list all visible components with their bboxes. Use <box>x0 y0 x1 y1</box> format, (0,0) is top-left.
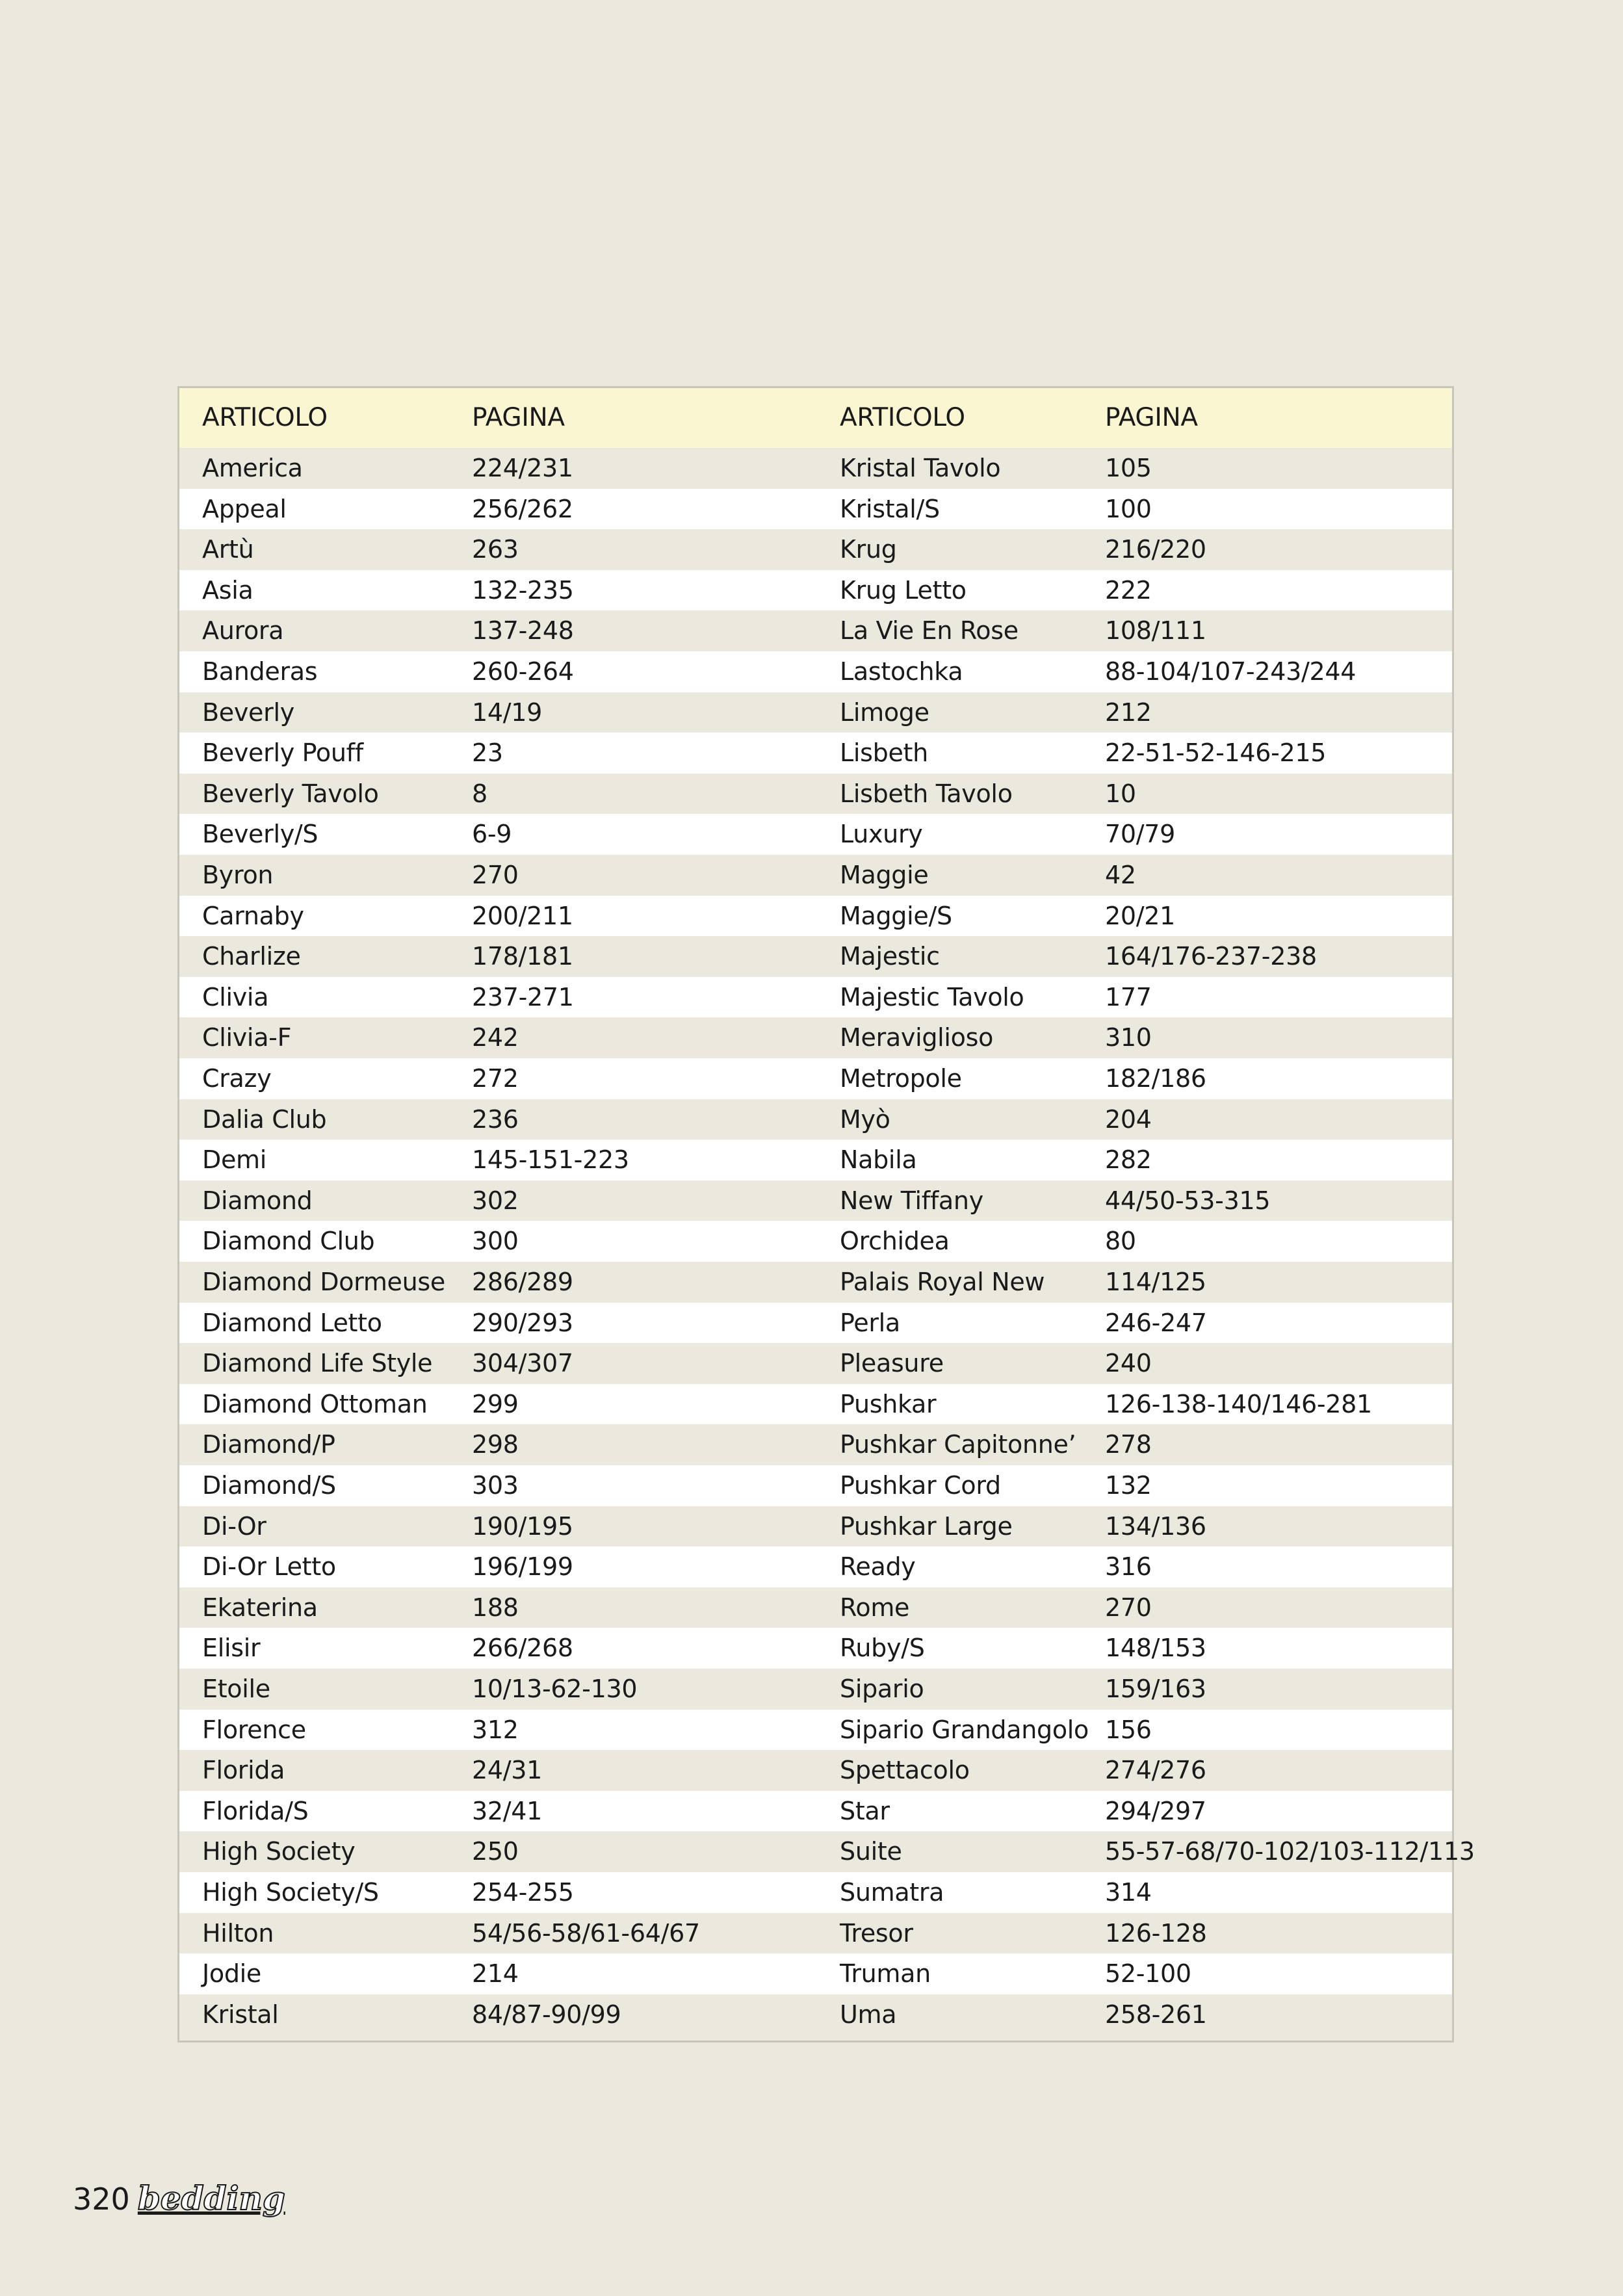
article-name-right: Suite <box>840 1837 902 1866</box>
article-page-left: 237-271 <box>472 982 574 1011</box>
article-name-left: Hilton <box>202 1918 274 1948</box>
article-page-right: 114/125 <box>1105 1268 1206 1296</box>
article-page-right: 88-104/107-243/244 <box>1105 657 1357 686</box>
article-page-right: 177 <box>1105 982 1152 1011</box>
article-page-left: 272 <box>472 1064 519 1093</box>
article-page-left: 145-151-223 <box>472 1145 629 1175</box>
article-name-left: Banderas <box>202 657 318 686</box>
article-name-right: Limoge <box>840 698 929 727</box>
article-page-right: 55-57-68/70-102/103-112/113 <box>1105 1837 1475 1866</box>
article-name-left: Florida <box>202 1756 285 1785</box>
article-page-left: 23 <box>472 738 503 768</box>
article-page-left: 300 <box>472 1227 519 1256</box>
table-row <box>179 1384 1452 1425</box>
article-name-left: Diamond Dormeuse <box>202 1268 445 1296</box>
table-row <box>179 1017 1452 1058</box>
article-page-right: 126-138-140/146-281 <box>1105 1389 1372 1418</box>
article-page-left: 6-9 <box>472 820 512 849</box>
table-row <box>179 489 1452 530</box>
table-row <box>179 855 1452 896</box>
article-name-right: Metropole <box>840 1064 962 1093</box>
article-page-right: 108/111 <box>1105 616 1206 646</box>
article-page-left: 178/181 <box>472 942 573 971</box>
table-row <box>179 977 1452 1018</box>
article-page-left: 312 <box>472 1715 519 1744</box>
article-name-left: Di-Or <box>202 1511 266 1541</box>
table-row <box>179 1669 1452 1710</box>
article-page-left: 188 <box>472 1593 519 1622</box>
article-name-left: Clivia-F <box>202 1023 292 1052</box>
article-name-left: America <box>202 454 303 482</box>
article-name-right: Star <box>840 1796 890 1825</box>
article-name-left: Dalia Club <box>202 1104 327 1134</box>
article-name-right: Ruby/S <box>840 1634 925 1663</box>
article-name-right: Rome <box>840 1593 910 1622</box>
article-name-right: Kristal/S <box>840 494 940 523</box>
article-name-right: Truman <box>840 1959 931 1989</box>
article-page-left: 302 <box>472 1186 519 1215</box>
table-row <box>179 1140 1452 1181</box>
article-name-right: Majestic Tavolo <box>840 982 1024 1011</box>
table-row <box>179 529 1452 570</box>
article-page-right: 105 <box>1105 454 1152 482</box>
table-row <box>179 814 1452 855</box>
article-page-right: 44/50-53-315 <box>1105 1186 1271 1215</box>
article-name-left: Florence <box>202 1715 306 1744</box>
article-page-right: 278 <box>1105 1430 1152 1459</box>
article-page-left: 256/262 <box>472 494 573 523</box>
header-articolo-left: ARTICOLO <box>202 403 328 432</box>
article-name-left: Diamond Life Style <box>202 1349 433 1378</box>
article-name-right: Pushkar Cord <box>840 1471 1001 1500</box>
article-page-right: 222 <box>1105 575 1152 605</box>
article-name-left: Beverly <box>202 698 294 727</box>
article-page-left: 242 <box>472 1023 519 1052</box>
article-page-left: 263 <box>472 535 519 564</box>
table-row <box>179 1181 1452 1221</box>
table-row <box>179 1710 1452 1751</box>
article-name-left: Florida/S <box>202 1796 309 1825</box>
article-page-left: 24/31 <box>472 1756 543 1785</box>
article-page-right: 22-51-52-146-215 <box>1105 738 1327 768</box>
article-name-right: Lisbeth Tavolo <box>840 779 1013 808</box>
article-name-right: Orchidea <box>840 1227 950 1256</box>
article-name-left: Diamond <box>202 1186 313 1215</box>
article-page-right: 126-128 <box>1105 1918 1207 1948</box>
table-row <box>179 610 1452 651</box>
article-name-left: High Society <box>202 1837 356 1866</box>
page-footer <box>73 2179 285 2217</box>
header-pagina-left: PAGINA <box>472 403 565 432</box>
article-page-right: 42 <box>1105 861 1136 889</box>
article-name-right: Pushkar <box>840 1389 937 1418</box>
article-name-left: Ekaterina <box>202 1593 318 1622</box>
table-row <box>179 1262 1452 1303</box>
article-page-right: 159/163 <box>1105 1675 1206 1703</box>
article-page-right: 80 <box>1105 1227 1136 1256</box>
article-page-right: 212 <box>1105 698 1152 727</box>
article-name-right: Sipario <box>840 1675 924 1703</box>
article-name-right: Pleasure <box>840 1349 944 1378</box>
header-articolo-right: ARTICOLO <box>840 403 965 432</box>
article-name-left: Diamond/P <box>202 1430 335 1459</box>
article-name-left: Diamond Club <box>202 1227 375 1256</box>
article-page-right: 156 <box>1105 1715 1152 1744</box>
article-name-right: La Vie En Rose <box>840 616 1019 646</box>
article-name-left: Etoile <box>202 1675 270 1703</box>
article-name-left: Beverly/S <box>202 820 318 849</box>
table-row <box>179 1343 1452 1384</box>
article-page-left: 304/307 <box>472 1349 573 1378</box>
article-page-left: 190/195 <box>472 1511 573 1541</box>
table-row <box>179 570 1452 611</box>
article-page-left: 132-235 <box>472 575 574 605</box>
table-row <box>179 1465 1452 1506</box>
article-page-left: 250 <box>472 1837 519 1866</box>
article-name-left: Jodie <box>202 1959 262 1989</box>
article-page-right: 100 <box>1105 494 1152 523</box>
table-row <box>179 774 1452 815</box>
article-page-left: 54/56-58/61-64/67 <box>472 1918 700 1948</box>
article-name-left: Carnaby <box>202 901 304 930</box>
article-name-left: Crazy <box>202 1064 272 1093</box>
table-row <box>179 1058 1452 1099</box>
article-page-left: 224/231 <box>472 454 573 482</box>
article-name-right: Tresor <box>840 1918 913 1948</box>
article-page-right: 246-247 <box>1105 1308 1207 1337</box>
table-row <box>179 936 1452 977</box>
article-name-right: Kristal Tavolo <box>840 454 1001 482</box>
article-name-right: Ready <box>840 1552 916 1582</box>
article-name-right: Lisbeth <box>840 738 928 768</box>
header-pagina-right: PAGINA <box>1105 403 1198 432</box>
article-page-right: 20/21 <box>1105 901 1176 930</box>
article-page-right: 282 <box>1105 1145 1152 1175</box>
article-name-right: Meraviglioso <box>840 1023 994 1052</box>
article-page-left: 32/41 <box>472 1796 543 1825</box>
article-name-right: New Tiffany <box>840 1186 983 1215</box>
article-name-left: Artù <box>202 535 254 564</box>
article-page-left: 10/13-62-130 <box>472 1675 638 1703</box>
table-row <box>179 1791 1452 1832</box>
article-name-left: Kristal <box>202 2000 279 2029</box>
article-page-left: 196/199 <box>472 1552 573 1582</box>
table-row <box>179 1872 1452 1913</box>
article-page-left: 303 <box>472 1471 519 1500</box>
page-number: 320 <box>73 2182 130 2217</box>
article-page-left: 236 <box>472 1104 519 1134</box>
table-row <box>179 1750 1452 1791</box>
article-page-left: 137-248 <box>472 616 574 646</box>
article-page-left: 270 <box>472 861 519 889</box>
brand-logo: bedding <box>137 2179 285 2217</box>
table-row <box>179 1831 1475 1872</box>
article-name-right: Uma <box>840 2000 897 2029</box>
article-name-right: Nabila <box>840 1145 917 1175</box>
article-page-right: 310 <box>1105 1023 1152 1052</box>
article-name-right: Maggie/S <box>840 901 952 930</box>
article-name-left: Clivia <box>202 982 269 1011</box>
article-page-right: 314 <box>1105 1878 1152 1907</box>
article-name-left: Beverly Tavolo <box>202 779 379 808</box>
article-page-right: 316 <box>1105 1552 1152 1582</box>
article-page-left: 266/268 <box>472 1634 573 1663</box>
article-name-left: Diamond Letto <box>202 1308 382 1337</box>
article-page-right: 182/186 <box>1105 1064 1206 1093</box>
article-page-right: 270 <box>1105 1593 1152 1622</box>
article-page-right: 148/153 <box>1105 1634 1206 1663</box>
article-page-right: 216/220 <box>1105 535 1206 564</box>
table-row <box>179 448 1452 489</box>
article-name-right: Sumatra <box>840 1878 944 1907</box>
article-name-left: Appeal <box>202 494 287 523</box>
article-name-left: High Society/S <box>202 1878 379 1907</box>
table-row <box>179 1099 1452 1140</box>
article-name-right: Myò <box>840 1104 890 1134</box>
table-row <box>179 1424 1452 1465</box>
article-page-right: 164/176-237-238 <box>1105 942 1317 971</box>
article-page-left: 200/211 <box>472 901 573 930</box>
article-page-left: 299 <box>472 1389 519 1418</box>
table-row <box>179 1628 1452 1669</box>
article-name-left: Demi <box>202 1145 267 1175</box>
article-page-right: 240 <box>1105 1349 1152 1378</box>
article-page-right: 132 <box>1105 1471 1152 1500</box>
table-row <box>179 1994 1452 2035</box>
article-name-right: Pushkar Capitonne’ <box>840 1430 1076 1459</box>
article-name-right: Spettacolo <box>840 1756 970 1785</box>
table-row <box>179 1221 1452 1262</box>
article-index-table <box>177 386 1475 2042</box>
article-page-right: 134/136 <box>1105 1511 1206 1541</box>
article-name-right: Palais Royal New <box>840 1268 1045 1296</box>
article-page-left: 8 <box>472 779 487 808</box>
table-row <box>179 651 1452 692</box>
article-name-left: Diamond Ottoman <box>202 1389 428 1418</box>
article-page-right: 52-100 <box>1105 1959 1191 1989</box>
article-page-left: 254-255 <box>472 1878 574 1907</box>
article-name-right: Sipario Grandangolo <box>840 1715 1089 1744</box>
article-page-right: 10 <box>1105 779 1136 808</box>
table-row <box>179 1953 1452 1994</box>
table-row <box>179 1506 1452 1547</box>
article-page-left: 290/293 <box>472 1308 573 1337</box>
article-name-right: Majestic <box>840 942 940 971</box>
article-name-left: Diamond/S <box>202 1471 336 1500</box>
article-page-right: 204 <box>1105 1104 1152 1134</box>
table-row <box>179 1587 1452 1628</box>
article-name-left: Charlize <box>202 942 301 971</box>
article-page-left: 298 <box>472 1430 519 1459</box>
article-name-right: Luxury <box>840 820 923 849</box>
article-page-right: 70/79 <box>1105 820 1176 849</box>
article-page-right: 274/276 <box>1105 1756 1206 1785</box>
table-row <box>179 1913 1452 1954</box>
article-name-right: Lastochka <box>840 657 963 686</box>
article-name-left: Aurora <box>202 616 284 646</box>
article-name-left: Asia <box>202 575 253 605</box>
article-name-right: Pushkar Large <box>840 1511 1013 1541</box>
article-name-left: Byron <box>202 861 274 889</box>
table-row <box>179 1546 1452 1587</box>
article-name-left: Beverly Pouff <box>202 738 363 768</box>
article-name-right: Maggie <box>840 861 929 889</box>
article-name-right: Perla <box>840 1308 900 1337</box>
article-page-left: 84/87-90/99 <box>472 2000 621 2029</box>
article-page-left: 14/19 <box>472 698 543 727</box>
article-name-left: Elisir <box>202 1634 261 1663</box>
article-name-right: Krug <box>840 535 897 564</box>
article-page-left: 214 <box>472 1959 519 1989</box>
article-name-left: Di-Or Letto <box>202 1552 336 1582</box>
article-page-right: 258-261 <box>1105 2000 1207 2029</box>
article-name-right: Krug Letto <box>840 575 967 605</box>
article-page-left: 260-264 <box>472 657 574 686</box>
table-header <box>179 388 1452 448</box>
table-row <box>179 692 1452 733</box>
article-page-right: 294/297 <box>1105 1796 1206 1825</box>
table-row <box>179 896 1452 937</box>
article-page-left: 286/289 <box>472 1268 573 1296</box>
table-row <box>179 733 1452 774</box>
table-row <box>179 1303 1452 1344</box>
